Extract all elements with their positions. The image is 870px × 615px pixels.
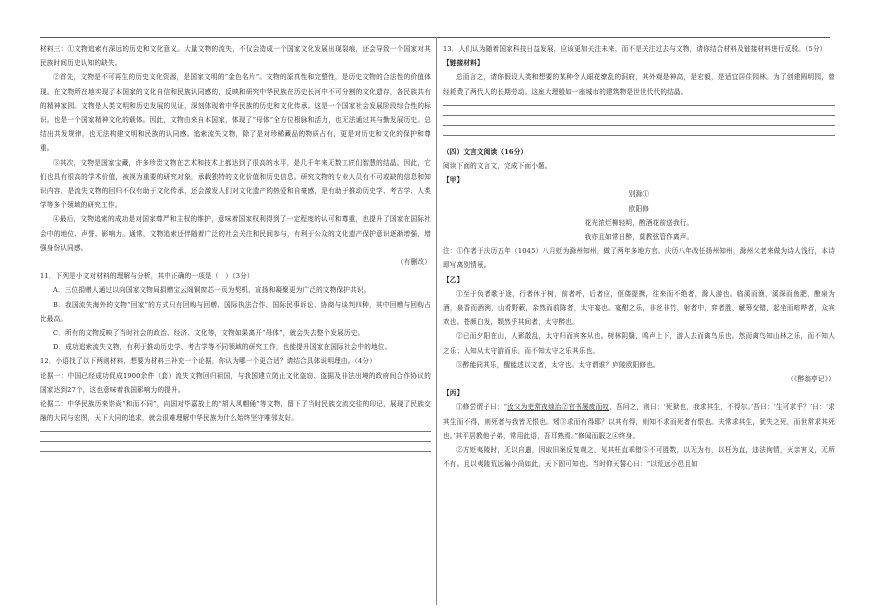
bing-text-before: ①修尝谓子曰：“ (456, 403, 508, 412)
question-11-option-a: A．三位捐赠人通过以向国家文物局捐赠宝云阁铜窗芯一页为契机，宣扬和凝聚更为广泛的文物保护共识。 (53, 286, 371, 295)
answer-line[interactable] (443, 135, 835, 136)
question-13-stem: 13．人们认为随着国家科技日益发展，应该更加关注未来，而不是关注过去与文物，请你结合材料及链接材料进行反驳。（5分） (443, 45, 827, 53)
answer-line[interactable] (443, 125, 835, 126)
material-paragraph-4: ④最后，文物追索的成功是对国家尊严和主权的维护，意味着国家权利得到了一定程度的认可和尊重，也提升了国家在国际社会中的地位、声誉、影响力。通常，文物追索还伴随着广泛的社会关注和民间参与，有利于公众的文化遗产保护意识逐渐增强，增强身份认同感。 (40, 215, 431, 252)
column-divider (436, 37, 437, 605)
answer-line[interactable] (443, 115, 835, 116)
question-11-option-b: B．我国流失海外的文物“回家”的方式只有回购与回赠、国际执法合作、国际民事诉讼、协商与谈判四种，其中回赠与回购占比最高。 (40, 300, 431, 323)
question-12-stem: 12．小语找了以下两则材料，想要为材料三补充一个论据，你认为哪一个更合适？请结合具体说明理由。（4分） (40, 357, 376, 366)
passage-yi-paragraph-1: ①至于负者歌于途，行者休于树，前者呼，后者应，伛偻提携，往来而不绝者，滁人游也。临溪而渔，溪深而鱼肥，酿泉为酒，泉香而酒洌，山肴野蔌，杂然而前陈者，太守宴也。宴酣之乐，非丝非竹，射者中，弈者胜，觥筹交错，起坐而喧哗者，众宾欢也。苍颜白发，颓然乎其间者，太守醉也。 (443, 289, 835, 327)
underlined-sentence: 汝父为吏常夜烛治②官书屡废而叹 (507, 403, 610, 412)
passage-bing-heading: 【丙】 (443, 389, 464, 398)
passage-yi-heading: 【乙】 (443, 275, 464, 284)
material-source: （有删改） (397, 258, 431, 267)
link-material-text: 总而言之，请你假设人类和想要的某种令人眼花缭乱的洞府，其外观是神高，是宏毅，是适宜居住园林。为了创建圆明园，曾经耗费了两代人的长期劳动。这座大理般如一座城市的建筑物是世世代代的结晶。 (443, 73, 835, 96)
material-paragraph-2: ②首先，文物是不可再生的历史文化资源，是国家文明的“金色名片”。文物的原真性和完整性，是历史文物的合法性的价值体现。在文物所在地实现了本国家的文化自信和民族认同感的，反映和研究中华民族在历史长河中不可分割的文化遗存，各民族共有的精神家园。文物是人类文明和历史发展的见证，深刻体现着中华民族的历史和文化传承。这是一个国家社会发展阶段综合性的标识。也是一个国家精神文化的载体。因此，文物由来自本国家，体现了“母体”全方位根脉和活力，也无法通过其与勤发展历史。总结出共发规律，也无法构建文明和民族的认同感。追索流失文物，除了是对珍稀藏品的物质占有，更是对历史和文化的保护和尊重。 (40, 73, 431, 153)
passage-yi-paragraph-3: ③醉能同其乐，醒能述以文者，太守也。太守谓谁？庐陵欧阳修也。 (456, 360, 660, 369)
answer-line[interactable] (40, 451, 431, 452)
link-material-heading: 【链接材料】 (443, 59, 484, 68)
material-paragraph-3: ③其次，文物是国家宝藏，许多珍贵文物在艺术和技术上都达到了很高的水平，是几千年来无数工匠们智慧的结晶。因此，它们也具有很高的学术价值，被视为重要的研究对象，承载独特的文化价值和历史信息。研究文物的专业人员有不可或缺的信息和知识内容，是流失文物的回归不仅有助于文化传承，还会激发人们对文化遗产的热爱和自豪感，是有助于推动历史学、考古学、人类学等多个领域的研究工作。 (40, 158, 431, 210)
top-rule (40, 37, 830, 38)
passage-bing-paragraph-2: ②方贬夷陵时，无以自遣，因取旧案反复观之，见其枉直乖错⑤不可胜数，以无为有，以枉为直，违法徇情，灭亲害义，无所不有。且以夷陵荒远褊小尚如此，天下固可知也。当时仰天誓心曰：“以荒远小邑且如 (443, 446, 835, 469)
right-column (443, 42, 835, 603)
left-column (40, 42, 431, 603)
passage-yi-paragraph-2: ②已而夕阳在山，人影散乱，太守归而宾客从也。树林阴翳，鸣声上下，游人去而禽鸟乐也。然而禽鸟知山林之乐，而不知人之乐；人知从太守游而乐，而不知太守之乐其乐也。 (443, 332, 835, 355)
poem-author: 欧阳修 (628, 204, 650, 213)
answer-line[interactable] (40, 441, 431, 442)
section-4-instruction: 阅读下面的文言文，完成下面小题。 (443, 162, 552, 171)
question-11-option-d: D．成功追索流失文物，有利于推动历史学、考古学等不同领域的研究工作，也能提升国家在国际社会中的地位。 (53, 343, 392, 352)
question-11-option-c: C．所有的文物反映了当时社会的政治、经济、文化等，文物如果离开“母体”，就会失去整个发展历史。 (53, 329, 365, 338)
bing-text-after: ，吾问之，则曰：‘死狱也，我求其生，不得尔。’吾曰：‘生可求乎？’曰：‘求其生而不得，则死者与我皆无恨也。矧③求而有得耶？以其有得，则知不求而死者有恨也。夫常求其生，犹失之死，而世常求其死也。’其平居教他子弟，常用此语，吾耳熟焉。”修闻而服之④终身。 (443, 403, 835, 440)
passage-yi-source: （《醉翁亭记》） (787, 375, 835, 384)
material-three-intro: 材料三：①文物追索有深远的历史和文化意义。大量文物的流失，不仅会造成一个国家文化发展出现裂痕，还会导致一个国家对其民族时间历史认知的缺失。 (40, 45, 431, 68)
answer-line[interactable] (40, 431, 431, 432)
poem-line-1: 花光浓烂柳轻明，酌酒花前送我行。 (584, 218, 694, 227)
poem-note: 注：①作者于庆历五年（1045）八月贬为滁州知州，做了两年多地方官。庆历八年改任扬州知州，滁州父老来做为诗人饯行，本诗即写离别情景。 (443, 247, 835, 270)
question-11-stem: 11．下列是小文对材料的理解与分析，其中正确的一项是（ ）（3分） (40, 272, 254, 281)
question-12-argument-1: 论据一：中国已经成功促成1900余件（套）流失文物回归祖国，与我国建立防止文化盗窃、盗掘及非法出境的政府间合作协议的国家达到27个，这也意味着我国影响力的提升。 (40, 371, 431, 394)
passage-jia-heading: 【甲】 (443, 176, 464, 185)
question-12-argument-2: 论据二：中华民族历来崇尚“和而不同”，向国对毕嘉放上的“胡人风帽俑”等文物，留下了当时民族交流交往的印记，展现了民族交融的大同与宏图，天下大同的追求，就会很难理解中华民族为什么始终坚守唯邻友好。 (40, 400, 431, 423)
poem-title: 别滁① (628, 190, 650, 199)
passage-bing-paragraph-1 (443, 400, 835, 443)
section-4-heading: （四）文言文阅读（16分） (443, 147, 528, 156)
answer-line[interactable] (443, 105, 835, 106)
poem-line-2: 我亦且如常日醉，莫教弦管作离声。 (584, 233, 694, 242)
